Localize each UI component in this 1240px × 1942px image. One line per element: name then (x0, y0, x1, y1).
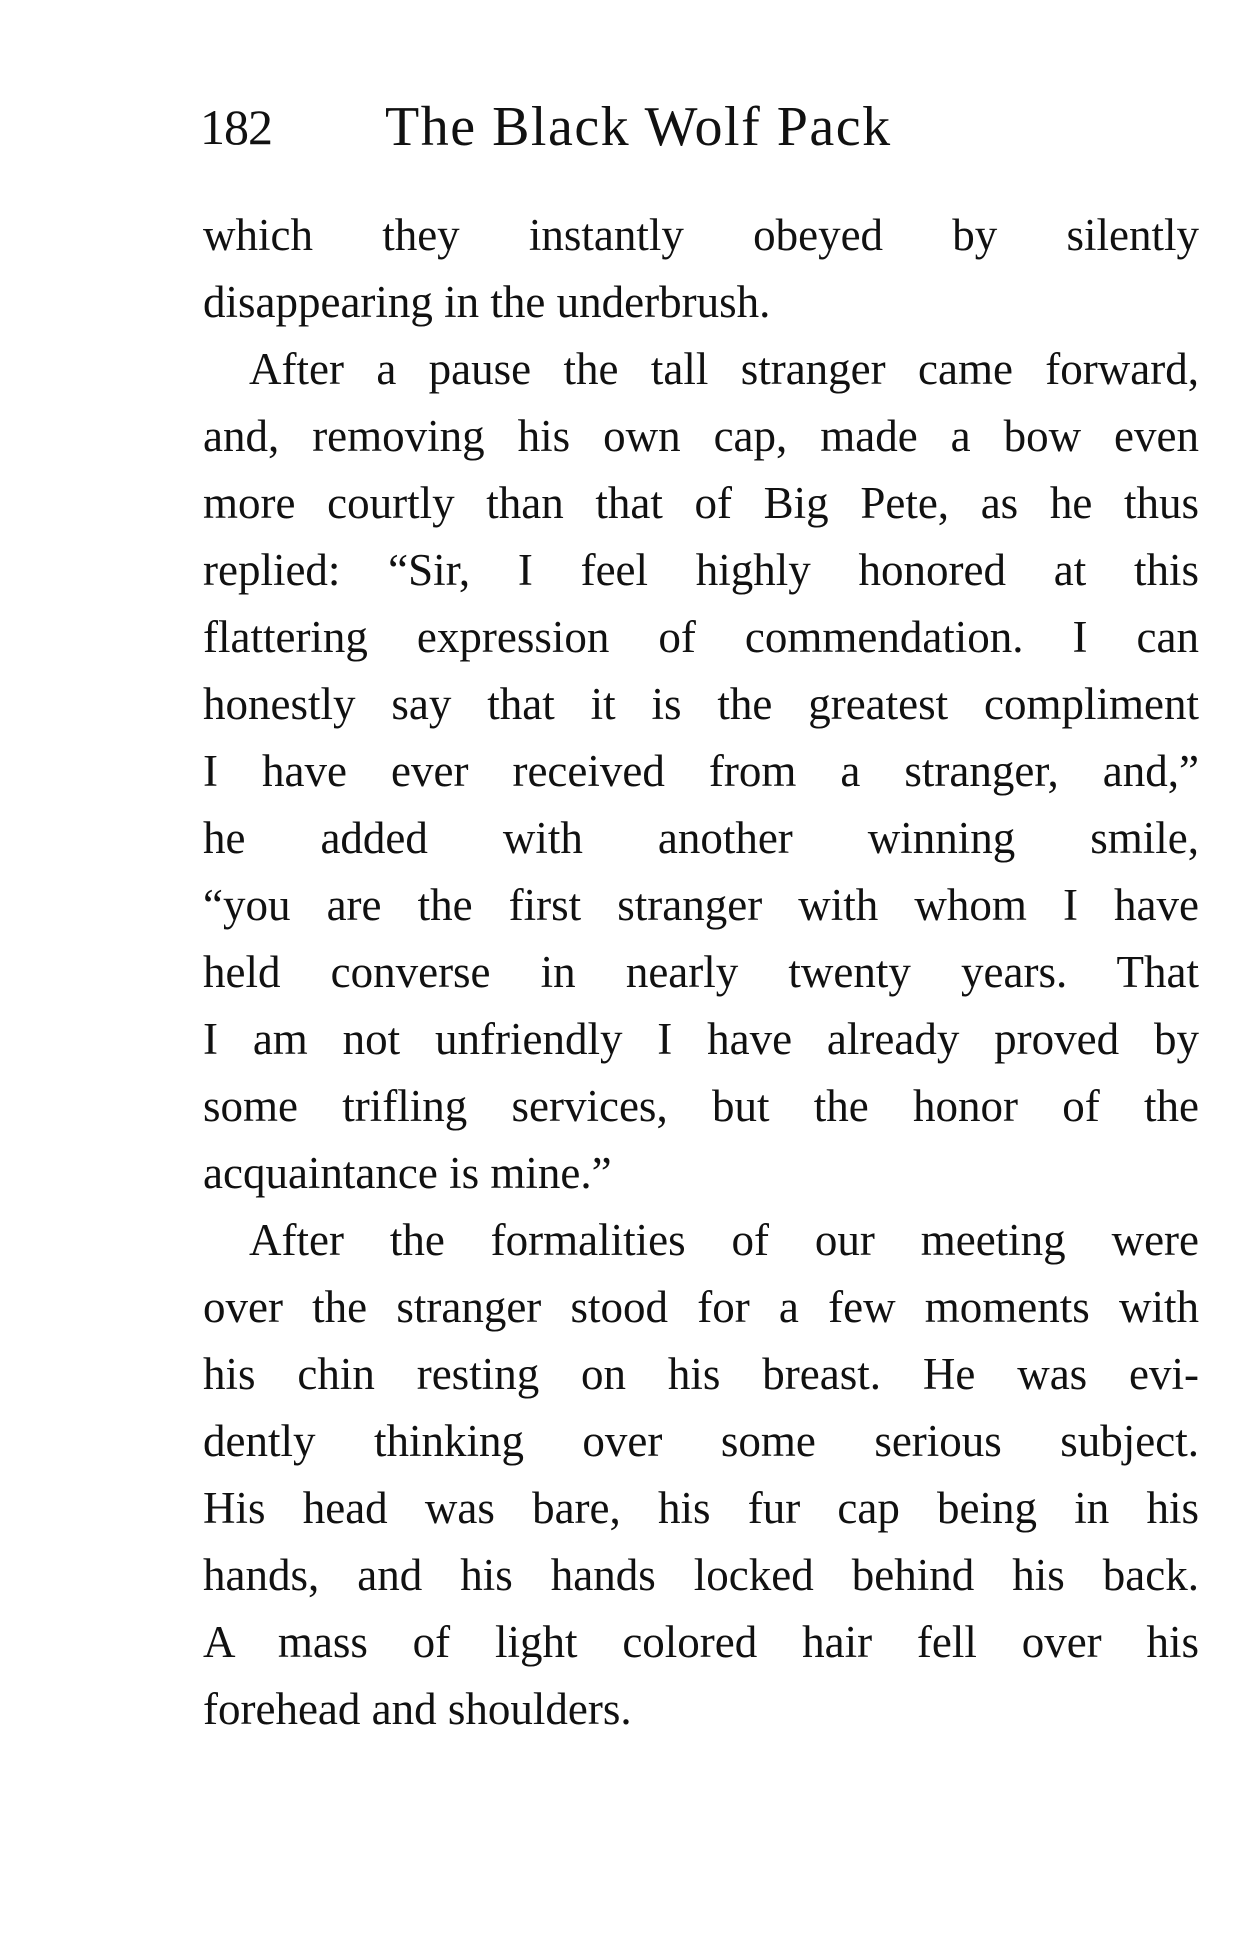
text-line: his chin resting on his breast. He was evi- (203, 1349, 1199, 1399)
text-line: replied: “Sir, I feel highly honored at this (203, 545, 1199, 595)
text-line: hands, and his hands locked behind his back. (203, 1550, 1199, 1600)
page-number: 182 (200, 99, 272, 155)
text-line: forehead and shoulders. (203, 1684, 632, 1734)
page-header (200, 92, 1020, 162)
text-line: A mass of light colored hair fell over his (203, 1617, 1199, 1667)
text-line: which they instantly obeyed by silently (203, 210, 1199, 260)
text-line: and, removing his own cap, made a bow even (203, 411, 1199, 461)
text-line: he added with another winning smile, (203, 813, 1199, 863)
text-line: flattering expression of commendation. I can (203, 612, 1199, 662)
text-line: some trifling services, but the honor of the (203, 1081, 1199, 1131)
text-line: held converse in nearly twenty years. That (203, 947, 1199, 997)
text-line: His head was bare, his fur cap being in his (203, 1483, 1199, 1533)
body-text (203, 202, 1199, 1743)
text-line: acquaintance is mine.” (203, 1148, 612, 1198)
text-line: disappearing in the underbrush. (203, 277, 771, 327)
text-line: honestly say that it is the greatest compliment (203, 679, 1199, 729)
text-line: more courtly than that of Big Pete, as he thus (203, 478, 1199, 528)
text-line: “you are the first stranger with whom I have (203, 880, 1199, 930)
paragraph-first-line: After the formalities of our meeting were (249, 1215, 1199, 1265)
paragraph-first-line: After a pause the tall stranger came forward, (249, 344, 1199, 394)
text-line: I am not unfriendly I have already proved by (203, 1014, 1199, 1064)
text-line: I have ever received from a stranger, and,” (203, 746, 1199, 796)
running-title: The Black Wolf Pack (385, 96, 892, 158)
text-line: dently thinking over some serious subject. (203, 1416, 1199, 1466)
text-line: over the stranger stood for a few moments with (203, 1282, 1199, 1332)
